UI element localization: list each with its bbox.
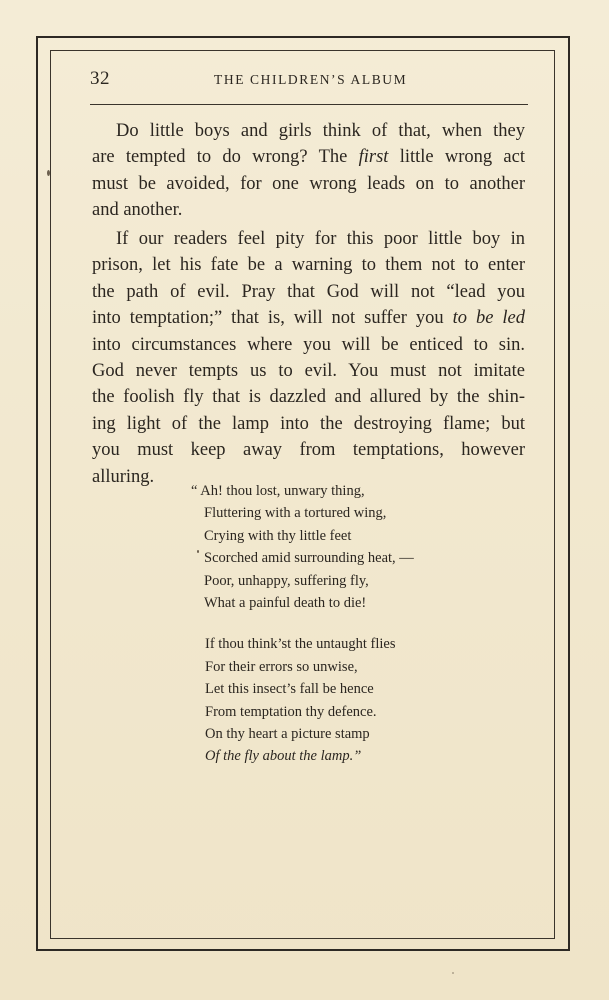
verse-line: If thou think’st the untaught flies — [205, 636, 396, 653]
text-line: the foolish fly that is dazzled and allured by the shin- — [92, 387, 525, 408]
ink-speck — [47, 170, 50, 176]
text-line: Do little boys and girls think of that, when they — [116, 121, 525, 141]
verse-line: Scorched amid surrounding heat, — — [204, 550, 414, 567]
text-line — [92, 144, 525, 170]
text-line: you must keep away from temptations, however — [92, 440, 525, 461]
stanza-gap — [191, 614, 431, 633]
text-line — [92, 305, 525, 331]
verse-line: Let this insect’s fall be hence — [205, 681, 374, 698]
poem-stanza-1 — [191, 480, 431, 614]
verse-line: From temptation thy defence. — [205, 703, 377, 720]
emphasis-phrase: to be led — [452, 308, 525, 329]
text-line: the path of evil. Pray that God will not “lead you — [92, 281, 525, 302]
text-line: and another. — [92, 200, 183, 221]
verse-line — [191, 745, 431, 767]
poem — [191, 480, 431, 768]
verse-line: For their errors so unwise, — [205, 658, 358, 675]
text-line: God never tempts us to evil. You must not imitate — [92, 361, 525, 382]
italic-verse: Of the fly about the lamp.” — [205, 748, 362, 765]
text-line: If our readers feel pity for this poor little boy in — [116, 229, 525, 250]
text-line: must be avoided, for one wrong leads on to another — [92, 173, 525, 194]
running-title: THE CHILDREN’S ALBUM — [214, 72, 408, 87]
paragraph-2 — [92, 226, 525, 490]
header-rule — [90, 104, 528, 105]
verse-line: Fluttering with a tortured wing, — [204, 505, 387, 522]
ink-speck — [197, 550, 199, 553]
text-line: alluring. — [92, 466, 155, 487]
poem-stanza-2 — [191, 633, 431, 767]
verse-line: Crying with thy little feet — [204, 527, 352, 544]
emphasis-word: first — [358, 147, 389, 168]
text-span: little wrong act — [388, 147, 525, 168]
verse-line: “ Ah! thou lost, unwary thing, — [191, 483, 365, 499]
text-line: prison, let his fate be a warning to them not to enter — [92, 255, 525, 276]
ink-speck — [452, 972, 454, 974]
prose-body — [92, 118, 525, 490]
paragraph-1 — [92, 118, 525, 224]
text-line: ing light of the lamp into the destroying flame; but — [92, 413, 525, 434]
text-line: into circumstances where you will be enticed to sin. — [92, 334, 525, 355]
text-span: are tempted to do wrong? The — [92, 147, 359, 168]
page-header — [90, 68, 526, 98]
verse-line: What a painful death to die! — [204, 594, 367, 611]
text-span: into temptation;” that is, will not suffer you — [92, 308, 453, 329]
verse-line: On thy heart a picture stamp — [205, 725, 370, 742]
page-number: 32 — [90, 68, 110, 89]
verse-line: Poor, unhappy, suffering fly, — [204, 572, 369, 589]
